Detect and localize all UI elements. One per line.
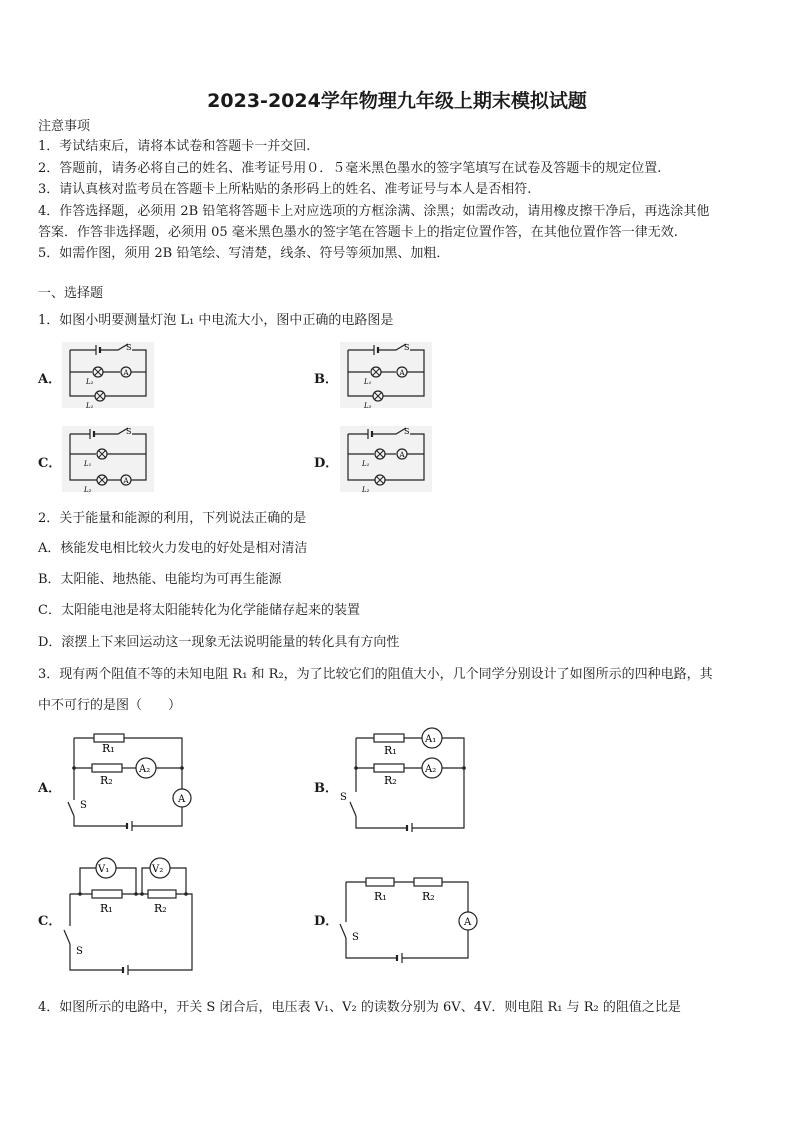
q2-option-a: A．核能发电相比较火力发电的好处是相对清洁 (38, 541, 308, 556)
r1-label: R₁ (100, 902, 113, 915)
lamp2-label: L₂ (362, 486, 370, 494)
ammeter-a2-label: A₂ (139, 764, 151, 775)
q3-option-d-label: D． (314, 914, 339, 929)
q2-option-d: D．滚摆上下来回运动这一现象无法说明能量的转化具有方向性 (38, 635, 400, 650)
r1-label: R₁ (374, 890, 387, 903)
q3-stem-line1: 3．现有两个阻值不等的未知电阻 R₁ 和 R₂，为了比较它们的阻值大小，几个同学分别设计了如图所示的四种电路，其 (38, 667, 713, 682)
q1-stem: 1．如图小明要测量灯泡 L₁ 中电流大小，图中正确的电路图是 (38, 313, 394, 328)
notice-item: 4．作答选择题，必须用 2B 铅笔将答题卡上对应选项的方框涂满、涂黑；如需改动，请用橡皮擦干净后，再选涂其他 (38, 204, 710, 219)
q1-circuit-d (338, 424, 436, 494)
ammeter-a-label: A (464, 917, 472, 928)
switch-label: S (404, 427, 410, 436)
r2-label: R₂ (384, 774, 397, 787)
q3-circuit-b (340, 726, 472, 832)
q1-circuit-c (60, 424, 158, 494)
notice-item: 答案．作答非选择题，必须用 05 毫米黑色墨水的签字笔在答题卡上的指定位置作答，在其他位置作答一律无效. (38, 225, 678, 240)
ammeter-label: A (123, 477, 129, 485)
q3-option-a-label: A． (38, 781, 62, 796)
q1-option-c-label: C． (38, 456, 62, 471)
notice-item: 3．请认真核对监考员在答题卡上所粘贴的条形码上的姓名、准考证号与本人是否相符. (38, 182, 532, 197)
switch-label: S (80, 800, 87, 811)
ammeter-label: A (123, 369, 129, 377)
q1-circuit-a (60, 340, 158, 410)
lamp2-label: L₂ (364, 402, 372, 410)
ammeter-label: A (399, 451, 405, 459)
q3-circuit-a (64, 730, 194, 834)
q3-circuit-d (340, 872, 488, 964)
ammeter-label: A (399, 369, 405, 377)
q1-option-d-label: D． (314, 456, 339, 471)
q2-option-c: C．太阳能电池是将太阳能转化为化学能储存起来的装置 (38, 603, 360, 618)
notice-item: 5．如需作图，须用 2B 铅笔绘、写清楚，线条、符号等须加黑、加粗． (38, 246, 450, 261)
lamp1-label: L₁ (86, 402, 94, 410)
q4-stem: 4．如图所示的电路中，开关 S 闭合后，电压表 V₁、V₂ 的读数分别为 6V、4V．则电阻 R₁ 与 R₂ 的阻值之比是 (38, 1000, 681, 1015)
q1-option-b-label: B． (314, 372, 338, 387)
page-title: 2023-2024学年物理九年级上期末模拟试题 (207, 90, 587, 112)
q3-circuit-c (62, 854, 196, 976)
lamp1-label: L₁ (84, 460, 92, 468)
ammeter-a1-label: A₁ (425, 734, 437, 745)
switch-label: S (126, 427, 132, 436)
voltmeter-v1-label: V₁ (98, 864, 110, 875)
lamp1-label: L₁ (362, 460, 370, 468)
q1-option-a-label: A． (38, 372, 62, 387)
switch-label: S (126, 343, 132, 352)
lamp1-label: L₁ (364, 378, 372, 386)
r2-label: R₂ (422, 890, 435, 903)
r2-label: R₂ (100, 774, 113, 787)
q2-option-b: B．太阳能、地热能、电能均为可再生能源 (38, 572, 282, 587)
switch-label: S (352, 932, 359, 943)
r1-label: R₁ (384, 744, 397, 757)
voltmeter-v2-label: V₂ (152, 864, 164, 875)
q3-stem-line2: 中不可行的是图（ ） (38, 698, 182, 713)
q3-option-c-label: C． (38, 914, 62, 929)
switch-label: S (404, 343, 410, 352)
lamp2-label: L₂ (84, 486, 92, 494)
r2-label: R₂ (154, 902, 167, 915)
lamp2-label: L₂ (86, 378, 94, 386)
q1-circuit-b (338, 340, 436, 410)
notice-item: 2．答题前，请务必将自己的姓名、准考证号用０．５毫米黑色墨水的签字笔填写在试卷及答题卡的规定位置. (38, 161, 662, 176)
notice-heading: 注意事项 (38, 119, 91, 134)
ammeter-a-label: A (178, 794, 186, 805)
notice-item: 1．考试结束后，请将本试卷和答题卡一并交回. (38, 139, 311, 154)
r1-label: R₁ (102, 742, 115, 755)
ammeter-a2-label: A₂ (425, 764, 437, 775)
switch-label: S (76, 946, 83, 957)
q2-stem: 2．关于能量和能源的利用，下列说法正确的是 (38, 511, 307, 526)
section-heading: 一、选择题 (38, 286, 104, 301)
q3-option-b-label: B． (314, 781, 338, 796)
switch-label: S (340, 792, 347, 803)
